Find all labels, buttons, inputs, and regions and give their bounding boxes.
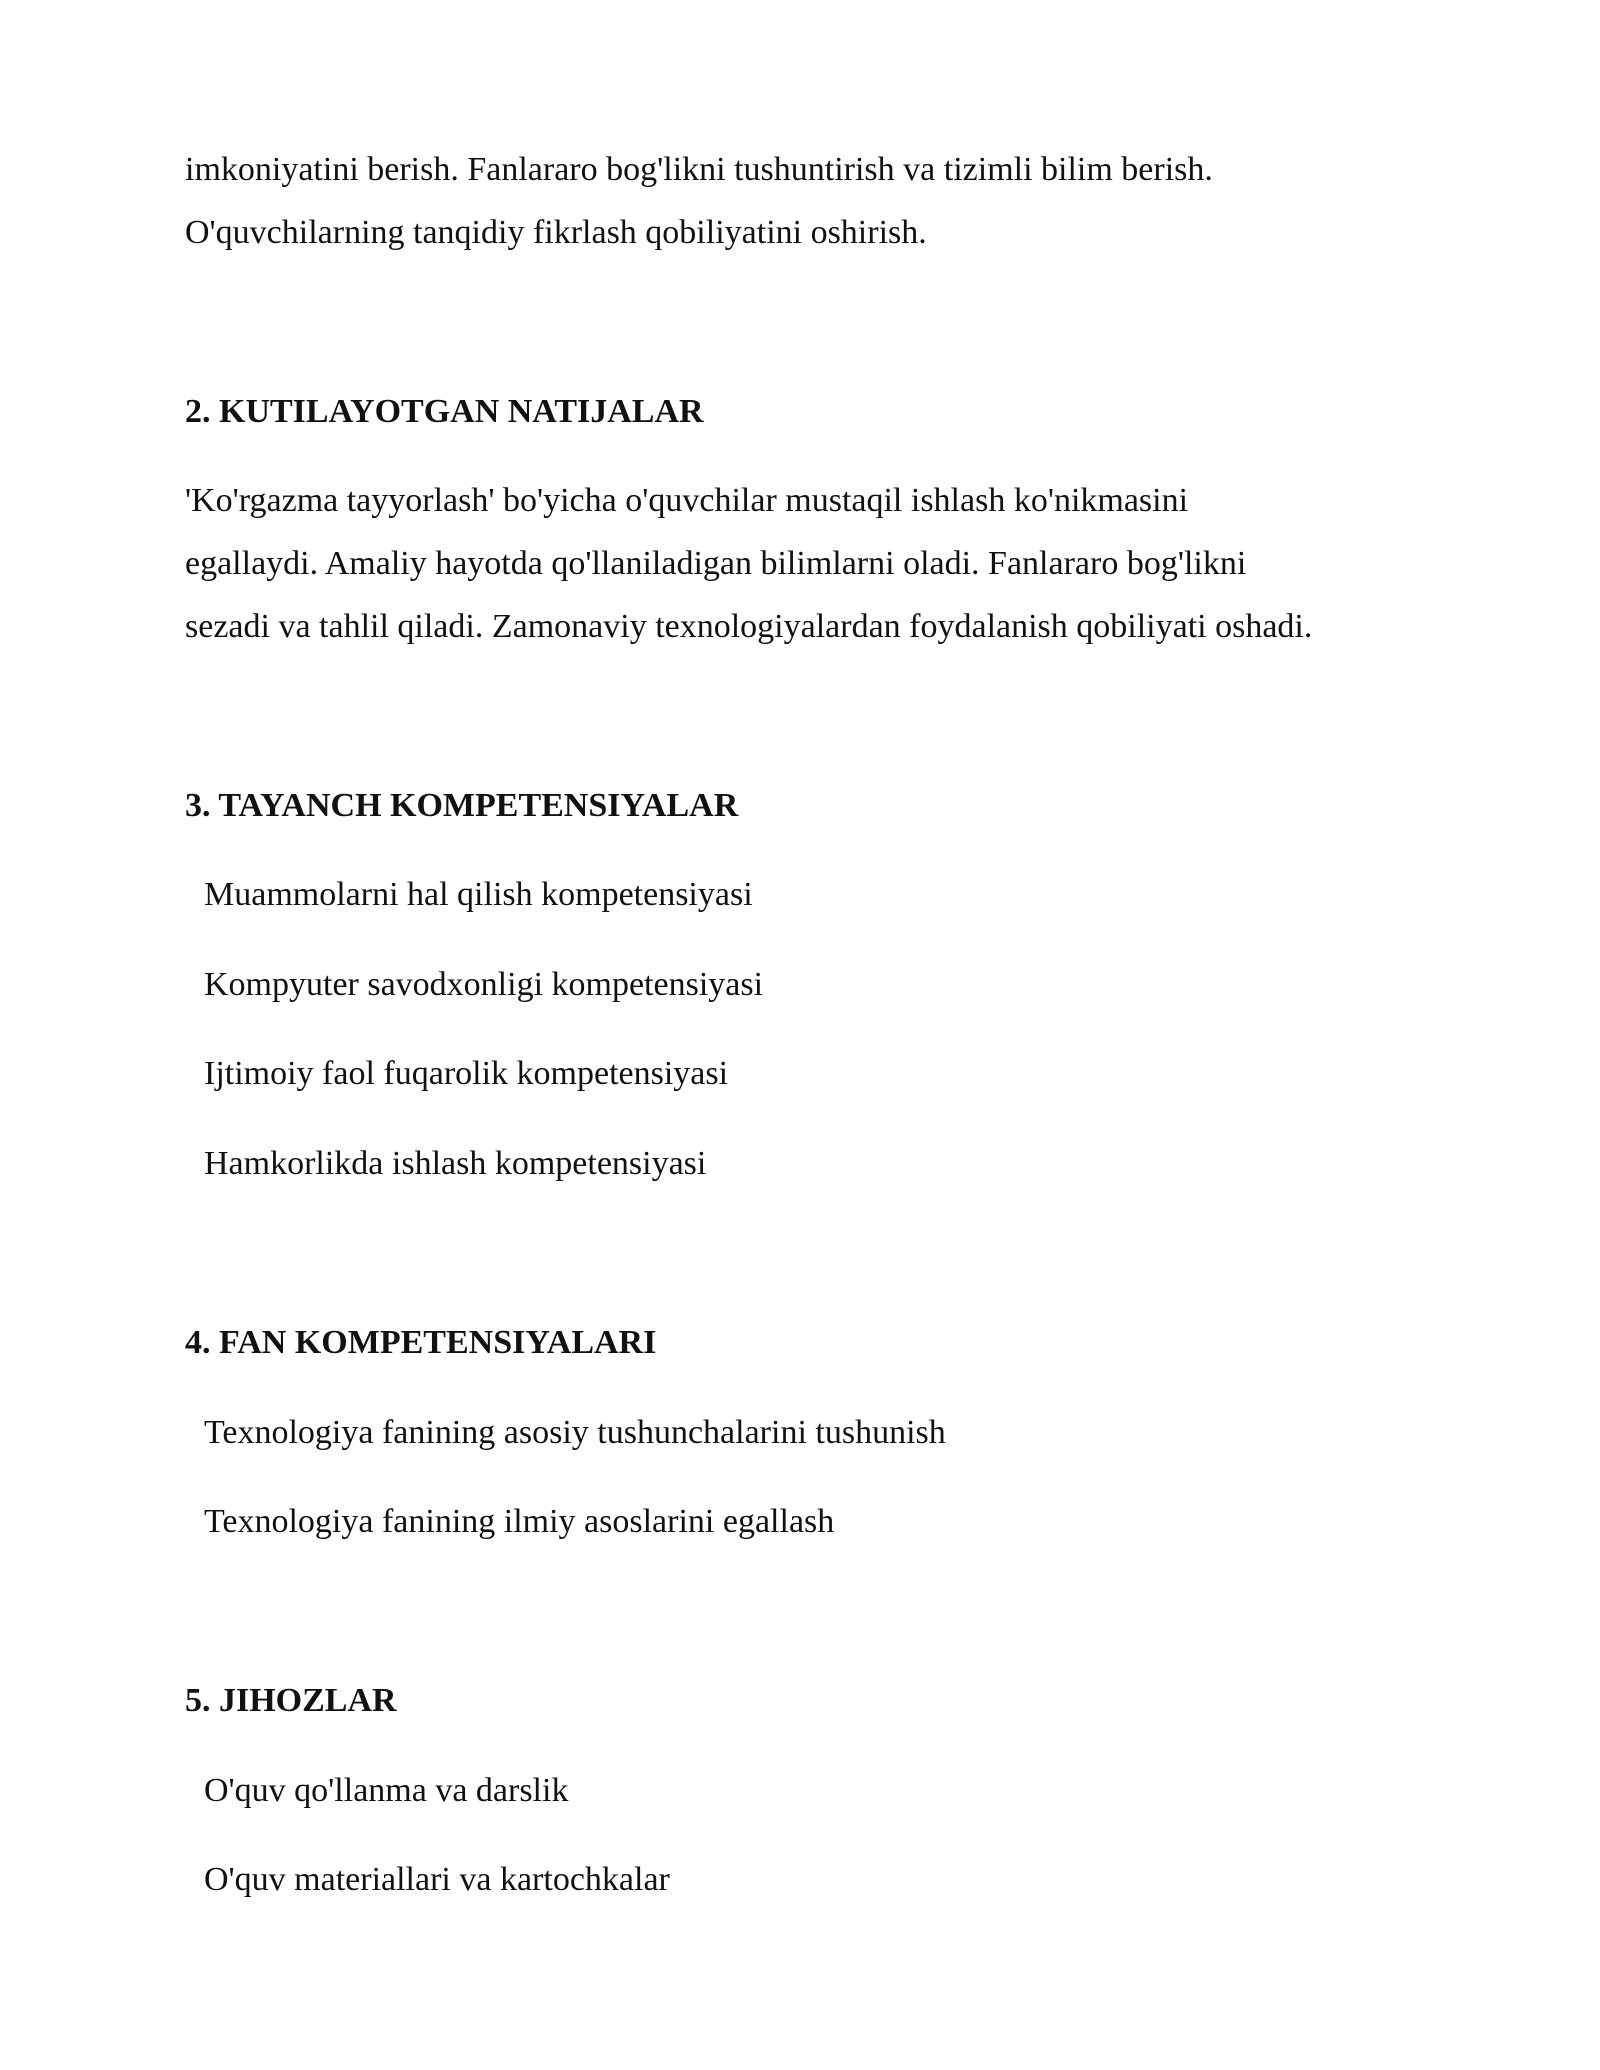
- section-heading-tayanch: 3. TAYANCH KOMPETENSIYALAR: [185, 787, 739, 824]
- section-heading-jihozlar: 5. JIHOZLAR: [185, 1682, 397, 1719]
- paragraph-line: 'Ko'rgazma tayyorlash' bo'yicha o'quvchilar mustaqil ishlash ko'nikmasini: [185, 482, 1189, 519]
- list-item: Ijtimoiy faol fuqarolik kompetensiyasi: [204, 1055, 729, 1092]
- paragraph-line: sezadi va tahlil qiladi. Zamonaviy texnologiyalardan foydalanish qobiliyati oshadi.: [185, 608, 1313, 645]
- list-item: O'quv qo'llanma va darslik: [204, 1772, 569, 1809]
- section-heading-fan: 4. FAN KOMPETENSIYALARI: [185, 1324, 657, 1361]
- list-item: Kompyuter savodxonligi kompetensiyasi: [204, 966, 764, 1003]
- list-item: Texnologiya fanining ilmiy asoslarini egallash: [204, 1503, 835, 1540]
- list-item: Muammolarni hal qilish kompetensiyasi: [204, 876, 753, 913]
- paragraph-line: egallaydi. Amaliy hayotda qo'llaniladigan bilimlarni oladi. Fanlararo bog'likni: [185, 545, 1247, 582]
- intro-line: O'quvchilarning tanqidiy fikrlash qobiliyatini oshirish.: [185, 214, 927, 251]
- section-heading-natijalar: 2. KUTILAYOTGAN NATIJALAR: [185, 393, 704, 430]
- list-item: Hamkorlikda ishlash kompetensiyasi: [204, 1145, 707, 1182]
- list-item: O'quv materiallari va kartochkalar: [204, 1861, 670, 1898]
- list-item: Texnologiya fanining asosiy tushunchalarini tushunish: [204, 1414, 946, 1451]
- intro-line: imkoniyatini berish. Fanlararo bog'likni tushuntirish va tizimli bilim berish.: [185, 151, 1213, 188]
